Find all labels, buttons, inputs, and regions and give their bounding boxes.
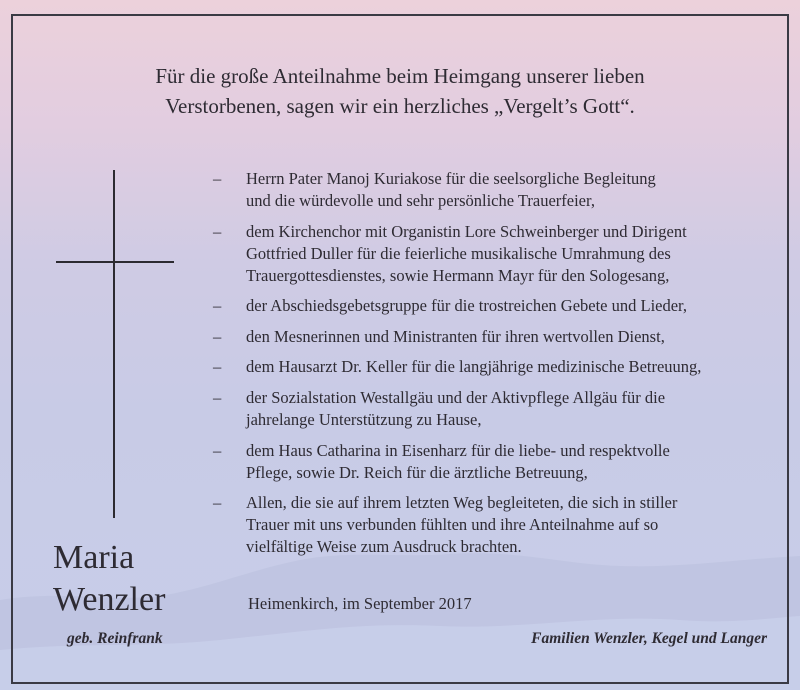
dash-bullet: – xyxy=(213,169,222,188)
thanks-list xyxy=(213,168,783,567)
list-item xyxy=(213,295,783,317)
list-item-line: der Abschiedsgebetsgruppe für die trostreichen Gebete und Lieder, xyxy=(246,296,688,316)
list-item-line: dem Haus Catharina in Eisenharz für die liebe- und respektvolle xyxy=(246,440,670,460)
dash-bullet: – xyxy=(213,387,222,407)
list-item xyxy=(213,221,783,287)
list-item-line: Trauergottesdienstes, sowie Hermann Mayr für den Sologesang, xyxy=(246,265,670,285)
dash-bullet: – xyxy=(213,326,222,346)
list-item xyxy=(213,356,783,378)
deceased-first-name: Maria xyxy=(53,539,135,576)
list-item-line: Pflege, sowie Dr. Reich für die ärztliche Betreuung, xyxy=(246,462,588,482)
list-item xyxy=(213,168,783,212)
dash-bullet: – xyxy=(213,440,222,460)
list-item-line: Allen, die sie auf ihrem letzten Weg begleiteten, die sich in stiller xyxy=(246,493,678,513)
intro-line-2: Verstorbenen, sagen wir ein herzliches „Vergelt’s Gott“. xyxy=(165,94,635,118)
list-item-line: vielfältige Weise zum Ausdruck brachten. xyxy=(246,537,522,557)
list-item xyxy=(213,387,783,431)
list-item-line: Trauer mit uns verbunden fühlten und ihre Anteilnahme auf so xyxy=(246,515,659,535)
list-item-line: dem Kirchenchor mit Organistin Lore Schweinberger und Dirigent xyxy=(246,221,687,241)
intro-line-1: Für die große Anteilnahme beim Heimgang unserer lieben xyxy=(155,64,645,88)
cross-icon-horizontal xyxy=(56,261,174,263)
list-item xyxy=(213,440,783,484)
list-item-line: dem Hausarzt Dr. Keller für die langjährige medizinische Betreuung, xyxy=(246,357,702,377)
dash-bullet: – xyxy=(213,493,222,513)
list-item xyxy=(213,492,783,558)
list-item-line: Herrn Pater Manoj Kuriakose für die seelsorgliche Begleitung xyxy=(246,169,656,188)
birth-name: geb. Reinfrank xyxy=(67,630,163,647)
list-item-line: der Sozialstation Westallgäu und der Aktivpflege Allgäu für die xyxy=(246,387,666,407)
list-item-line: jahrelange Unterstützung zu Hause, xyxy=(246,409,482,429)
dash-bullet: – xyxy=(213,296,222,316)
list-item-line: Gottfried Duller für die feierliche musikalische Umrahmung des xyxy=(246,243,671,263)
cross-icon-vertical xyxy=(113,170,115,518)
list-item-line: und die würdevolle und sehr persönliche Trauerfeier, xyxy=(246,191,595,210)
signature: Familien Wenzler, Kegel und Langer xyxy=(531,630,767,647)
dash-bullet: – xyxy=(213,357,222,377)
intro-text xyxy=(60,61,740,121)
list-item xyxy=(213,326,783,348)
deceased-last-name: Wenzler xyxy=(53,581,166,618)
deceased-name xyxy=(53,537,165,621)
list-item-line: den Mesnerinnen und Ministranten für ihren wertvollen Dienst, xyxy=(246,326,665,346)
place-date: Heimenkirch, im September 2017 xyxy=(248,594,472,613)
dash-bullet: – xyxy=(213,221,222,241)
